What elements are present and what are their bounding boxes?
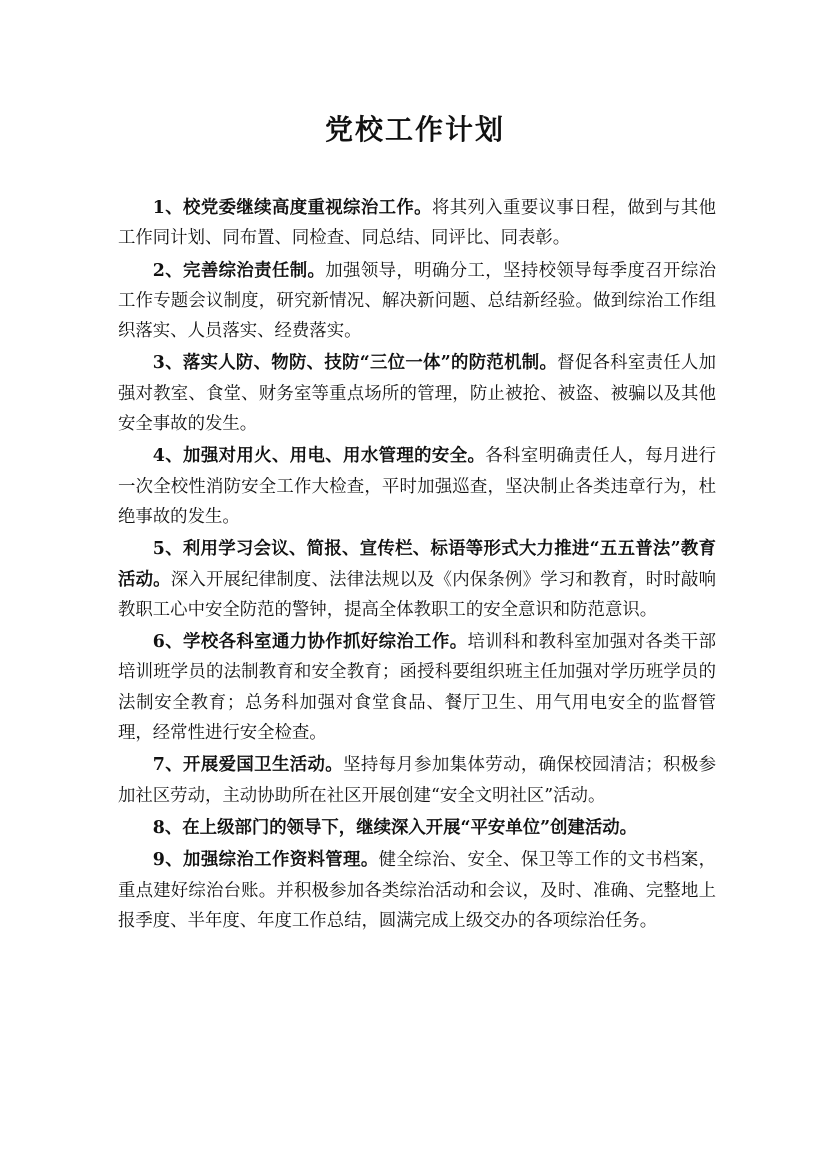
paragraph-4 [118, 441, 716, 532]
paragraph-heading: 7、开展爱国卫生活动。 [152, 755, 344, 776]
paragraph-heading: 3、落实人防、物防、技防“三位一体”的防范机制。 [152, 353, 558, 374]
paragraph-text: 深入开展纪律制度、法律法规以及《内保条例》学习和教育，时时敲响教职工心中安全防范的警钟，提高全体教职工的安全意识和防范意识。 [118, 569, 716, 620]
paragraph-heading: 8、在上级部门的领导下，继续深入开展“平安单位”创建活动。 [152, 817, 638, 838]
paragraph-heading: 6、学校各科室通力协作抓好综治工作。 [152, 632, 468, 653]
paragraph-7 [118, 750, 716, 811]
paragraph-8 [118, 813, 716, 843]
paragraph-6 [118, 627, 716, 748]
paragraph-heading: 1、校党委继续高度重视综治工作。 [152, 198, 432, 218]
paragraph-heading: 4、加强对用火、用电、用水管理的安全。 [152, 446, 486, 467]
paragraph-2 [118, 256, 716, 347]
paragraph-text: 坚持每月参加集体劳动，确保校园清洁；积极参加社区劳动，主动协助所在社区开展创建“安全文明社区”活动。 [118, 755, 716, 806]
paragraph-heading: 5、利用学习会议、简报、宣传栏、标语等形式大力推进“五五普法”教育活动。 [118, 539, 716, 590]
document-body [118, 193, 716, 938]
document-title: 党校工作计划 [324, 113, 505, 146]
paragraph-9 [118, 845, 716, 936]
paragraph-5 [118, 534, 716, 625]
paragraph-text: 培训科和教科室加强对各类干部培训班学员的法制教育和安全教育；函授科要组织班主任加强对学历班学员的法制安全教育；总务科加强对食堂食品、餐厅卫生、用气用电安全的监督管理，经常性进行安全检查。 [118, 632, 716, 744]
paragraph-text: 健全综治、安全、保卫等工作的文书档案，重点建好综治台账。并积极参加各类综治活动和会议，及时、准确、完整地上报季度、半年度、年度工作总结，圆满完成上级交办的各项综治任务。 [118, 850, 716, 931]
paragraph-text: 督促各科室责任人加强对教室、食堂、财务室等重点场所的管理，防止被抢、被盗、被骗以及其他安全事故的发生。 [118, 353, 716, 435]
paragraph-heading: 9、加强综治工作资料管理。 [152, 850, 379, 871]
paragraph-3 [118, 348, 716, 439]
paragraph-heading: 2、完善综治责任制。 [152, 260, 326, 281]
paragraph-1 [118, 193, 716, 254]
paragraph-text: 将其列入重要议事日程，做到与其他工作同计划、同布置、同检查、同总结、同评比、同表彰。 [118, 198, 716, 249]
paragraph-text: 各科室明确责任人，每月进行一次全校性消防安全工作大检查，平时加强巡查，坚决制止各类违章行为，杜绝事故的发生。 [118, 446, 716, 527]
paragraph-text: 加强领导，明确分工，坚持校领导每季度召开综治工作专题会议制度，研究新情况、解决新问题、总结新经验。做到综治工作组织落实、人员落实、经费落实。 [118, 260, 716, 342]
